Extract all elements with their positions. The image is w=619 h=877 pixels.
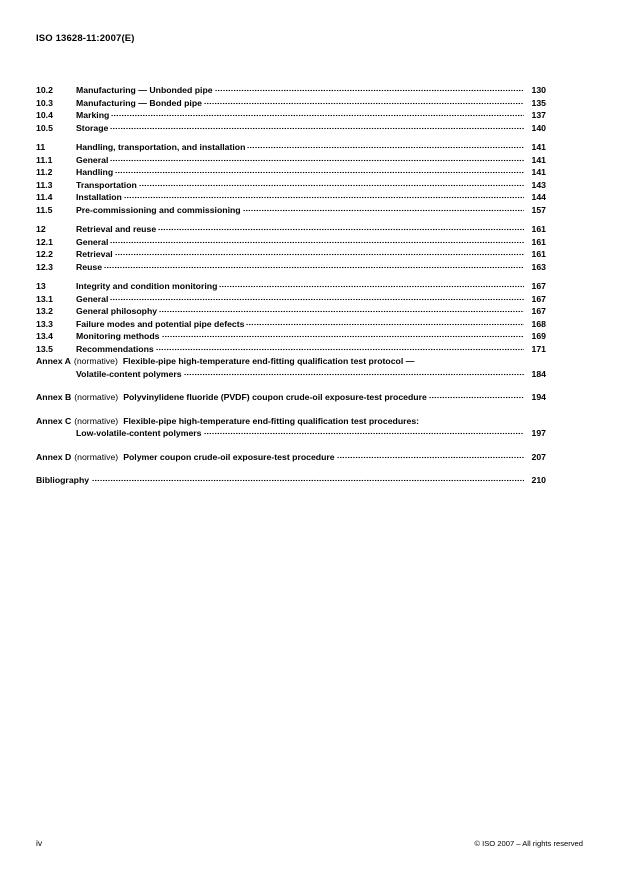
toc-entry[interactable] (36, 343, 546, 356)
toc-entry-title-wrap (76, 330, 524, 343)
toc-entry[interactable] (36, 236, 546, 249)
toc-entry-title: General (76, 293, 109, 304)
toc-group (36, 84, 546, 134)
footer-copyright: © ISO 2007 – All rights reserved (474, 839, 583, 848)
toc-entry-title-wrap (76, 191, 524, 204)
toc-entry-title: Manufacturing — Bonded pipe (76, 97, 202, 108)
toc-entry-title-wrap (76, 179, 524, 192)
toc-entry-title: General philosophy (76, 306, 158, 316)
toc-entry[interactable] (36, 280, 546, 293)
toc-entry-page: 167 (531, 306, 546, 316)
toc-bibliography-group (36, 474, 546, 487)
toc-annex-entry[interactable] (36, 415, 546, 440)
toc-entry-title-wrap (76, 204, 524, 217)
toc-entry-title: Handling (76, 167, 114, 177)
toc-entry-number: 10.3 (36, 97, 53, 108)
dot-leader (124, 193, 524, 202)
toc-entry[interactable] (36, 248, 546, 261)
dot-leader (158, 225, 524, 234)
dot-leader (204, 429, 524, 438)
toc-entry-page: 161 (531, 236, 546, 247)
toc-entry-number: 13.2 (36, 306, 53, 316)
toc-annex-label: Annex D (36, 451, 72, 462)
dot-leader (115, 250, 524, 259)
toc-entry-title: General (76, 236, 109, 247)
toc-entry-page: 130 (531, 85, 546, 95)
toc-annex-kind: (normative) (74, 415, 119, 426)
toc-entry-page: 141 (531, 167, 546, 177)
toc-entry-number: 11.4 (36, 192, 53, 202)
toc-entry-title: Installation (76, 192, 122, 202)
toc-annex-kind: (normative) (73, 356, 118, 366)
toc-entry[interactable] (36, 191, 546, 204)
toc-entry-number: 13.4 (36, 331, 53, 341)
toc-entry-title: Retrieval (76, 249, 113, 259)
toc-entry-title-wrap (76, 236, 524, 249)
table-of-contents (36, 84, 546, 498)
toc-entry-number: 10.5 (36, 122, 53, 133)
toc-entry[interactable] (36, 166, 546, 179)
toc-entry-page: 135 (531, 97, 546, 108)
toc-entry-title: Retrieval and reuse (76, 224, 157, 234)
toc-entry[interactable] (36, 109, 546, 122)
dot-leader (110, 238, 524, 247)
toc-entry-number: 12.1 (36, 236, 53, 247)
dot-leader (246, 320, 524, 329)
dot-leader (139, 181, 524, 190)
toc-annex-kind: (normative) (74, 392, 119, 402)
toc-group (36, 280, 546, 355)
toc-entry-title-wrap (76, 261, 524, 274)
toc-annex-title-continued: Low-volatile-content polymers (76, 428, 202, 438)
dot-leader (215, 86, 524, 95)
toc-entry-page: 140 (531, 122, 546, 133)
toc-annex-title: Polyvinylidene fluoride (PVDF) coupon crude-oil exposure-test procedure (123, 392, 427, 402)
toc-entry-number: 10.2 (36, 85, 53, 95)
toc-entry-title: Manufacturing — Unbonded pipe (76, 85, 213, 95)
toc-entry[interactable] (36, 318, 546, 331)
toc-entry-title-wrap (76, 293, 524, 306)
toc-entry[interactable] (36, 122, 546, 135)
toc-entry-title-wrap (76, 280, 524, 293)
toc-entry-page: 161 (531, 224, 546, 234)
toc-entry-title: Transportation (76, 179, 137, 190)
toc-entry-title-wrap (76, 154, 524, 167)
toc-annex-line (36, 391, 546, 404)
dot-leader (110, 295, 524, 304)
toc-entry-number: 12.2 (36, 249, 53, 259)
footer-page-number: iv (36, 838, 43, 848)
dot-leader (111, 111, 524, 120)
toc-entry-number: 11 (36, 142, 46, 152)
toc-annex-entry[interactable] (36, 391, 546, 404)
toc-entry-title-wrap (76, 122, 524, 135)
toc-annex-line (36, 368, 546, 381)
toc-entry-title-wrap (76, 141, 524, 154)
toc-entry-page: 167 (531, 281, 546, 291)
dot-leader (162, 332, 525, 341)
toc-entry-page: 141 (531, 154, 546, 165)
toc-entry-number: 11.3 (36, 179, 53, 190)
toc-entry-title: Reuse (76, 261, 103, 272)
toc-entry-number: 11.2 (36, 167, 53, 177)
toc-group (36, 141, 546, 216)
toc-entry[interactable] (36, 330, 546, 343)
toc-annex-entry[interactable] (36, 355, 546, 380)
toc-annex-label: Annex B (36, 392, 72, 402)
dot-leader (110, 124, 524, 133)
toc-entry-page: 161 (531, 249, 546, 259)
toc-entry-title: Pre-commissioning and commissioning (76, 204, 241, 215)
dot-leader (429, 393, 524, 402)
dot-leader (204, 99, 524, 108)
toc-entry-number: 13 (36, 281, 46, 291)
dot-leader (92, 476, 524, 485)
dot-leader (184, 370, 524, 379)
toc-group (36, 223, 546, 273)
dot-leader (243, 206, 524, 215)
toc-entry[interactable] (36, 179, 546, 192)
toc-annex-kind: (normative) (74, 451, 119, 462)
toc-annex-line (36, 415, 546, 428)
toc-entry-title-wrap (76, 97, 524, 110)
toc-entry-page: 167 (531, 293, 546, 304)
toc-entry[interactable] (36, 305, 546, 318)
dot-leader (219, 282, 524, 291)
toc-entry-page: 144 (531, 192, 546, 202)
toc-entry-page: 143 (531, 179, 546, 190)
toc-annex-page: 197 (531, 428, 546, 438)
toc-annex-title: Polymer coupon crude-oil exposure-test procedure (123, 451, 335, 462)
toc-entry[interactable] (36, 293, 546, 306)
toc-entry-number: 13.5 (36, 343, 53, 354)
toc-entry-title: Recommendations (76, 343, 154, 354)
toc-entry-title: General (76, 154, 109, 165)
toc-entry-number: 11.1 (36, 154, 53, 165)
toc-entry[interactable] (36, 204, 546, 217)
toc-entry-page: 157 (531, 204, 546, 215)
toc-entry-page: 169 (531, 331, 546, 341)
toc-entry-number: 10.4 (36, 110, 53, 120)
toc-entry[interactable] (36, 97, 546, 110)
toc-entry[interactable] (36, 141, 546, 154)
toc-entry-title: Marking (76, 110, 110, 120)
toc-entry-title: Failure modes and potential pipe defects (76, 318, 245, 329)
toc-entry[interactable] (36, 84, 546, 97)
toc-entry-title: Bibliography (36, 475, 90, 485)
toc-entry-title-wrap (76, 305, 524, 318)
toc-annex-line (36, 451, 546, 464)
toc-entry-page: 141 (531, 142, 546, 152)
dot-leader (115, 168, 524, 177)
toc-annex-label: Annex A (36, 356, 71, 366)
toc-annex-line (36, 427, 546, 440)
dot-leader (159, 307, 524, 316)
toc-entry-title-wrap (76, 343, 524, 356)
toc-entry[interactable] (36, 223, 546, 236)
toc-entry-title-wrap (76, 248, 524, 261)
document-header-id: ISO 13628-11:2007(E) (36, 33, 135, 44)
toc-annex-entries (36, 355, 546, 463)
toc-entry-page: 171 (531, 343, 546, 354)
toc-entry-number: 12.3 (36, 261, 53, 272)
toc-entry-title: Monitoring methods (76, 331, 160, 341)
toc-entry-title-wrap (76, 166, 524, 179)
toc-entry-title-wrap (76, 109, 524, 122)
toc-entry-number: 13.1 (36, 293, 53, 304)
dot-leader (104, 263, 524, 272)
dot-leader (247, 143, 524, 152)
dot-leader (156, 345, 524, 354)
toc-annex-label: Annex C (36, 415, 72, 426)
toc-entry-number: 13.3 (36, 318, 53, 329)
toc-annex-entry[interactable] (36, 451, 546, 464)
toc-entry-number: 12 (36, 224, 46, 234)
toc-entry-bibliography[interactable] (36, 474, 546, 487)
page-footer (36, 838, 583, 850)
toc-entry-title: Handling, transportation, and installation (76, 142, 246, 152)
toc-entry-title-wrap (76, 223, 524, 236)
toc-entry-page: 163 (531, 261, 546, 272)
toc-entry[interactable] (36, 261, 546, 274)
toc-entry-title-wrap (76, 84, 524, 97)
toc-annex-page: 207 (531, 451, 546, 462)
toc-annex-line (36, 355, 546, 368)
toc-entry[interactable] (36, 154, 546, 167)
toc-entry-title: Integrity and condition monitoring (76, 281, 218, 291)
toc-entry-title-wrap (76, 318, 524, 331)
toc-annex-title-continued: Volatile-content polymers (76, 368, 182, 379)
toc-annex-title: Flexible-pipe high-temperature end-fitting qualification test protocol — (122, 356, 415, 366)
dot-leader (337, 453, 524, 462)
toc-entry-title: Storage (76, 122, 109, 133)
toc-annex-title: Flexible-pipe high-temperature end-fitting qualification test procedures: (123, 415, 420, 426)
toc-entry-page: 210 (531, 475, 546, 485)
toc-annex-page: 184 (531, 368, 546, 379)
toc-clause-groups (36, 84, 546, 355)
toc-entry-page: 137 (531, 110, 546, 120)
toc-entry-page: 168 (531, 318, 546, 329)
toc-entry-number: 11.5 (36, 204, 53, 215)
dot-leader (110, 156, 524, 165)
toc-annex-page: 194 (531, 392, 546, 402)
